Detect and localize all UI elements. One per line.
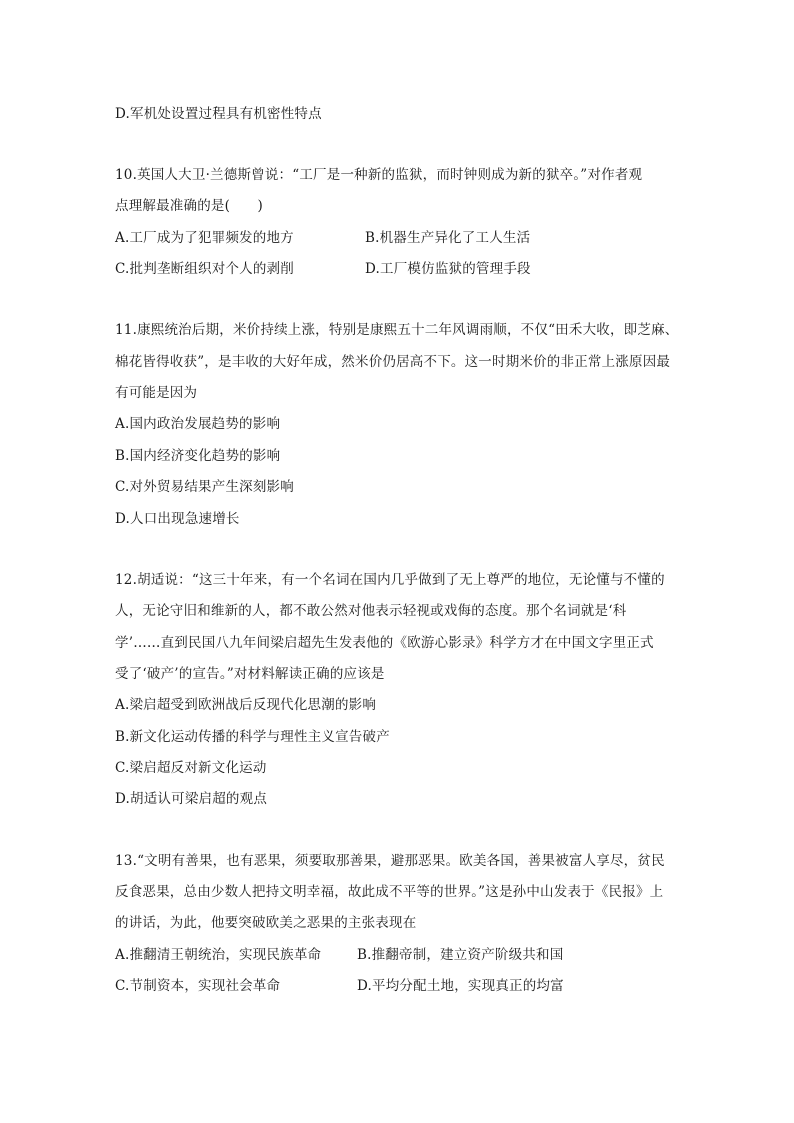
q12-option-c: C.梁启超反对新文化运动 — [115, 760, 267, 776]
q10-option-c: C.批判垄断组织对个人的剥削 — [115, 261, 294, 277]
q12-option-a: A.梁启超受到欧洲战后反现代化思潮的影响 — [115, 697, 377, 713]
q11-stem-line-1: 11.康熙统治后期，米价持续上涨，特别是康熙五十二年风调雨顺，不仅“田禾大收，即芝麻、 — [115, 322, 679, 338]
q10-option-a: A.工厂成为了犯罪频发的地方 — [115, 230, 294, 246]
q11-stem-line-3: 有可能是因为 — [115, 385, 198, 401]
q13-stem-line-1: 13.“文明有善果，也有恶果，须要取那善果，避那恶果。欧美各国，善果被富人享尽，贫民 — [115, 853, 665, 869]
q12-stem-line-4: 受了‘破产’的宣告。”对材料解读正确的应该是 — [115, 666, 385, 682]
q12-stem-line-3: 学’……直到民国八九年间梁启超先生发表他的《欧游心影录》科学方才在中国文字里正式 — [115, 635, 654, 651]
q11-option-a: A.国内政治发展趋势的影响 — [115, 416, 281, 432]
q12-option-d: D.胡适认可梁启超的观点 — [115, 791, 268, 807]
q10-option-d: D.工厂模仿监狱的管理手段 — [365, 261, 531, 277]
q13-option-b: B.推翻帝制，建立资产阶级共和国 — [357, 947, 564, 963]
q11-stem-line-2: 棉花皆得收获”，是丰收的大好年成，然米价仍居高不下。这一时期米价的非正常上涨原因最 — [115, 354, 671, 370]
q10-option-b: B.机器生产异化了工人生活 — [365, 230, 531, 246]
q10-stem-line-1: 10.英国人大卫·兰德斯曾说：“工厂是一种新的监狱，而时钟则成为新的狱卒。”对作者观 — [115, 167, 643, 183]
q11-option-c: C.对外贸易结果产生深刻影响 — [115, 479, 294, 495]
q11-option-d: D.人口出现急速增长 — [115, 511, 240, 527]
q12-option-b: B.新文化运动传播的科学与理性主义宣告破产 — [115, 729, 390, 745]
q13-stem-line-2: 反食恶果，总由少数人把持文明幸福，故此成不平等的世界。”这是孙中山发表于《民报》上 — [115, 884, 664, 900]
q13-option-c: C.节制资本，实现社会革命 — [115, 978, 281, 994]
q13-stem-line-3: 的讲话，为此，他要突破欧美之恶果的主张表现在 — [115, 915, 417, 931]
q9-option-d: D.军机处设置过程具有机密性特点 — [115, 106, 322, 122]
q13-option-d: D.平均分配土地，实现真正的均富 — [357, 978, 564, 994]
q10-stem-line-2: 点理解最准确的是( ) — [115, 198, 263, 214]
q12-stem-line-1: 12.胡适说：“这三十年来，有一个名词在国内几乎做到了无上尊严的地位，无论懂与不懂的 — [115, 572, 665, 588]
q11-option-b: B.国内经济变化趋势的影响 — [115, 448, 281, 464]
q12-stem-line-2: 人，无论守旧和维新的人，都不敢公然对他表示轻视或戏侮的态度。那个名词就是‘科 — [115, 603, 627, 619]
q13-option-a: A.推翻清王朝统治，实现民族革命 — [115, 947, 322, 963]
